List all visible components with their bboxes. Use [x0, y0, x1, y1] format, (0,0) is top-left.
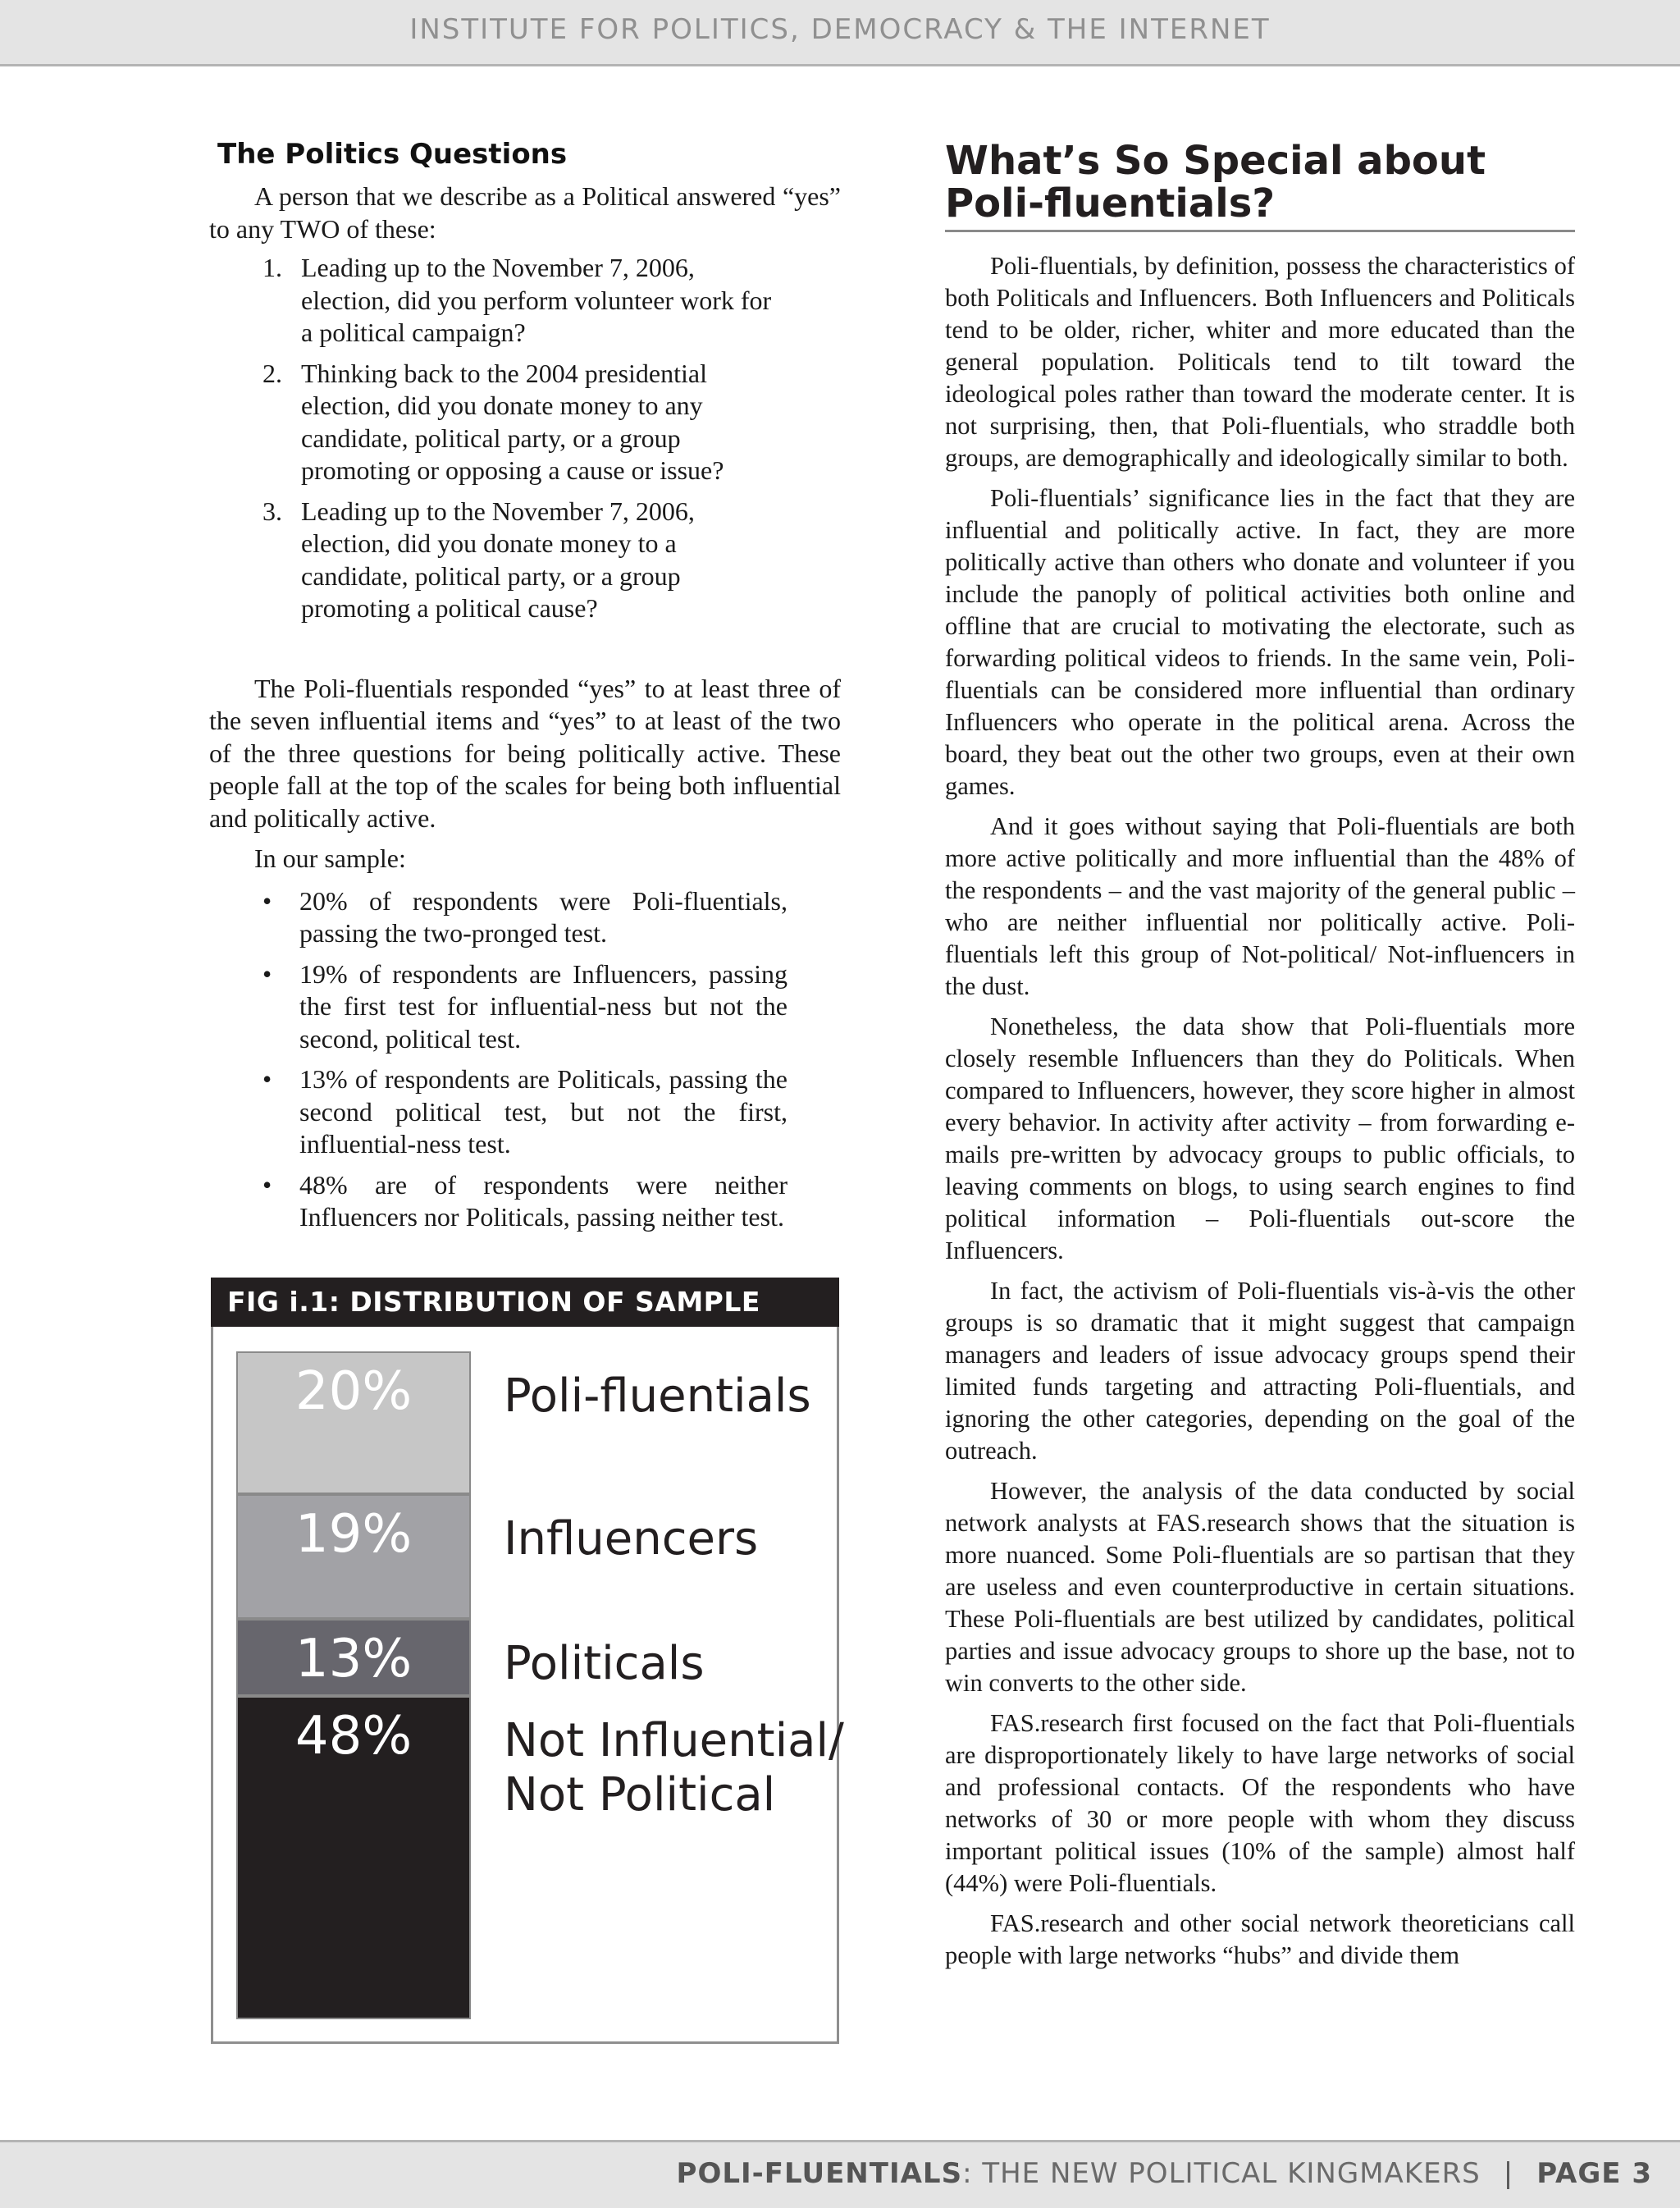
page-footer	[0, 2140, 1680, 2208]
body-paragraph: In fact, the activism of Poli-fluentials vis-à-vis the other groups is so dramatic that it might suggest that campaign managers and leaders of issue advocacy groups spend their limited funds targeting and attracting Poli-fluentials, and ignoring the other categories, depending on the goal of the outreach.	[945, 1277, 1575, 1465]
footer-separator: |	[1503, 2157, 1514, 2190]
figure-title: FIG i.1: DISTRIBUTION OF SAMPLE	[211, 1278, 839, 1327]
bullet-text: 20% of respondents were Poli-fluentials, passing the two-pronged test.	[299, 885, 788, 948]
chart-bar-segment	[236, 1619, 471, 1696]
politics-questions-heading: The Politics Questions	[217, 138, 568, 171]
chart-bar-segment	[236, 1696, 471, 2019]
page-number: PAGE 3	[1536, 2157, 1652, 2190]
body-paragraph: Poli-fluentials, by definition, possess the characteristics of both Politicals and Influencers. Both Influencers and Politicals tend to be older, richer, whiter and more educated than the general population. Politicals tend to tilt toward the ideological poles rather than toward the moderate center. It is not surprising, then, that Poli-fluentials, who straddle both groups, are demographically and ideologically similar to both.	[945, 252, 1575, 472]
chart-value-label: 48%	[294, 1706, 413, 1767]
chart-category-label: Influencers	[504, 1512, 759, 1566]
body-paragraph: Poli-fluentials’ significance lies in the fact that they are influential and politically active. In fact, they are more politically active than others who donate and volunteer if you include the panoply of political activities both online and offline that are crucial to motivating the electorate, such as forwarding political videos to friends. In the same vein, Poli-fluentials can be considered more influential than ordinary Influencers who operate in the political arena. Across the board, they beat out the other two groups, even at their own games.	[945, 484, 1575, 800]
chart-bar-segment	[236, 1494, 471, 1619]
body-paragraph: However, the analysis of the data conducted by social network analysts at FAS.research shows that the situation is more nuanced. Some Poli-fluentials are so partisan that they are useless and even counterproductive in certain situations. These Poli-fluentials are best utilized by candidates, political parties and issue advocacy groups to shore up the base, not to win converts to the other side.	[945, 1477, 1575, 1697]
header-title: INSTITUTE FOR POLITICS, DEMOCRACY & THE INTERNET	[409, 13, 1271, 46]
politics-question-list	[209, 252, 841, 625]
body-paragraph: FAS.research and other social network theoreticians call people with large networks “hubs” and divide them	[945, 1909, 1575, 1969]
sample-bullet-list	[209, 885, 841, 1234]
sample-intro: In our sample:	[254, 843, 406, 873]
bullet-symbol: •	[262, 1169, 272, 1200]
polifluentials-definition-paragraph: The Poli-fluentials responded “yes” to at least three of the seven influential items and “yes” to at least of the two of the three questions for being politically active. These people fall at the top of the scales for being both influential and politically active.	[209, 673, 841, 833]
question-item	[209, 496, 777, 625]
body-paragraph: FAS.research first focused on the fact that Poli-fluentials are disproportionately likely to have large networks of social and professional contacts. Of the respondents who have networks of 30 or more people with whom they discuss important political issues (10% of the sample) almost half (44%) were Poli-fluentials.	[945, 1709, 1575, 1897]
left-column	[209, 138, 841, 1242]
bullet-symbol: •	[262, 885, 272, 916]
footer-text	[677, 2157, 1652, 2190]
bullet-text: 48% are of respondents were neither Influencers nor Politicals, passing neither test.	[299, 1169, 788, 1232]
right-column	[945, 139, 1575, 1980]
body-paragraph: Nonetheless, the data show that Poli-fluentials more closely resemble Influencers than they do Politicals. When compared to Influencers, however, they score higher in almost every behavior. In activity after activity – from forwarding e-mails pre-written by advocacy groups to public officials, to leaving comments on blogs, to using search engines to find political information – Poli-fluentials out-score the Influencers.	[945, 1013, 1575, 1264]
body-paragraph: And it goes without saying that Poli-fluentials are both more active politically and more influential than the 48% of the respondents – and the vast majority of the general public – who are neither influential nor politically active. Poli-fluentials left this group of Not-political/ Not-influencers in the dust.	[945, 812, 1575, 1000]
chart-value-label: 13%	[294, 1629, 413, 1689]
bullet-text: 19% of respondents are Influencers, passing the first test for influential-ness but not the second, political test.	[299, 958, 788, 1054]
footer-subtitle: : THE NEW POLITICAL KINGMAKERS	[962, 2157, 1481, 2190]
chart-value-label: 19%	[294, 1504, 413, 1565]
question-item	[209, 252, 777, 350]
politics-intro: A person that we describe as a Political answered “yes” to any TWO of these:	[209, 181, 841, 244]
title-rule	[945, 230, 1575, 232]
page-header	[0, 0, 1680, 66]
question-text: Thinking back to the 2004 presidential election, did you donate money to any candidate, political party, or a group promoting or opposing a cause or issue?	[301, 358, 724, 485]
chart-bar-segment	[236, 1351, 471, 1494]
bullet-item	[209, 1063, 788, 1161]
section-title: What’s So Special about Poli-fluentials?	[945, 138, 1486, 226]
question-item	[209, 358, 777, 487]
question-number: 3.	[262, 496, 282, 526]
chart-category-label: Poli-fluentials	[504, 1369, 811, 1423]
bullet-item	[209, 885, 788, 950]
chart-category-label: Not Influential/ Not Political	[504, 1714, 844, 1822]
bullet-item	[209, 958, 788, 1056]
bullet-symbol: •	[262, 958, 272, 989]
bullet-symbol: •	[262, 1064, 272, 1094]
question-number: 1.	[262, 253, 282, 282]
bullet-item	[209, 1169, 788, 1234]
question-number: 2.	[262, 358, 282, 388]
chart-value-label: 20%	[294, 1361, 413, 1422]
footer-brand: POLI-FLUENTIALS	[676, 2157, 963, 2190]
question-text: Leading up to the November 7, 2006, election, did you perform volunteer work for a political campaign?	[301, 253, 772, 347]
bullet-text: 13% of respondents are Politicals, passing the second political test, but not the first, influential-ness test.	[299, 1064, 788, 1159]
chart-category-label: Politicals	[504, 1637, 705, 1690]
question-text: Leading up to the November 7, 2006, election, did you donate money to a candidate, political party, or a group promoting a political cause?	[301, 496, 695, 623]
